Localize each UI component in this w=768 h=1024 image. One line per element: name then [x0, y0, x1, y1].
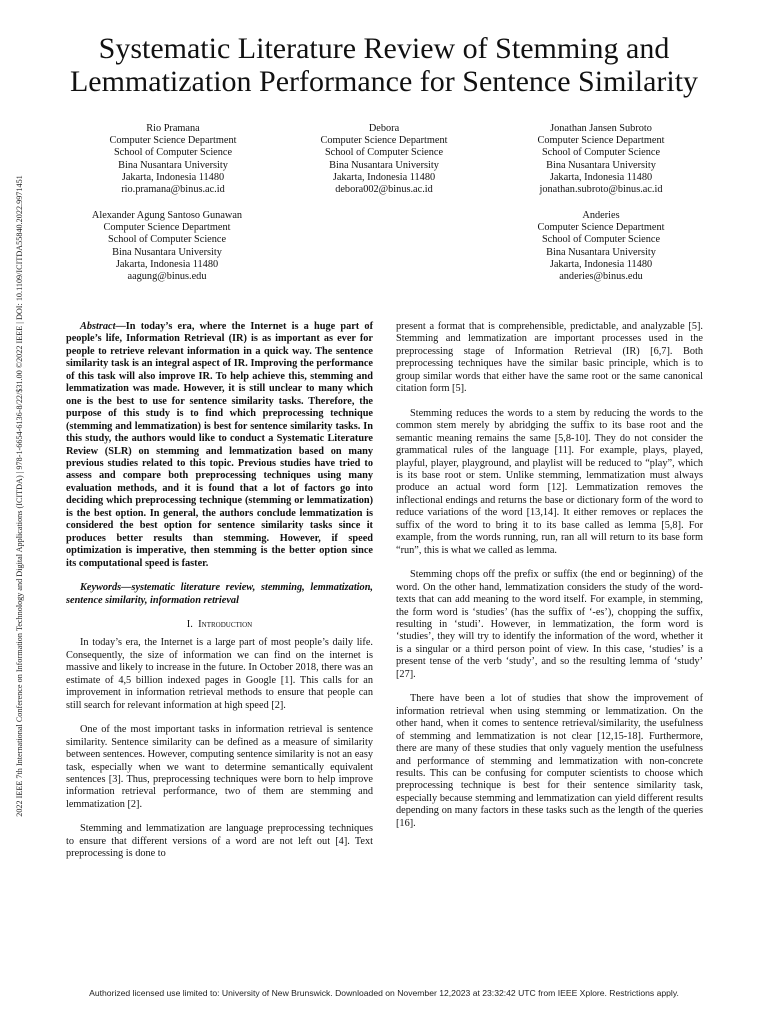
- side-note-text: 2022 IEEE 7th International Conference on Information Technology and Digital Applications (ICITDA) | 978-1-6654-6136-8/22/$31.00 ©2022 IEEE | DOI: 10.1109/ICITDA55840.2022.9971451: [15, 175, 24, 817]
- author-block-1: [58, 123, 288, 196]
- author-city: Jakarta, Indonesia 11480: [121, 171, 225, 183]
- author-school: School of Computer Science: [113, 147, 233, 159]
- section-number: I.: [186, 618, 193, 630]
- abstract-text: —In today’s era, where the Internet is a huge part of people’s life, Information Retrieval (IR) is as important as ever for people to retrieve relevant information in a quick way. The sentence similarity task is an integral aspect of IR. Improving the performance of this task will also improve IR. To help achieve this, stemming and lemmatization was made. However, it is still unclear to many which one is the best to use for sentence similarity tasks. Therefore, the purpose of this study is to find which preprocessing technique (stemming and lemmatization) is best for sentence similarity tasks. In this study, the authors would like to conduct a Systematic Literature Review (SLR) on stemming and lemmatization based on many previous studies related to this topic. Previous studies have tried to assess and compare both preprocessing techniques using many evaluation methods, and it is found that a lot of factors go into deciding which preprocessing technique (stemming or lemmatization) is the best option. In general, the authors conclude lemmatization is considered the best option for sentence similarity tasks since it produces better results than stemming. However, if speed optimization is imperative, then stemming is the better option since its computational speed is faster.: [66, 321, 373, 569]
- author-dept: Computer Science Department: [103, 222, 231, 234]
- left-column: [66, 321, 373, 861]
- author-univ: Bina Nusantara University: [118, 159, 228, 171]
- author-name: Jonathan Jansen Subroto: [550, 123, 652, 134]
- author-univ: Bina Nusantara University: [112, 246, 222, 258]
- paragraph: Stemming reduces the words to a stem by reducing the words to the common stem merely by abridging the suffix to its base root and the semantic meaning remains the same [5,8-10]. They do not consider the grammatical rules of the language [11]. For example, plays, played, playful, player, playground, and playlist will be reduced to “play”, which is its base root or stem. Unlike stemming, lemmatization must always produce an actual word form [12]. Lemmatization removes the inflectional endings and returns the base or dictionary form of the word to reduce variations of the word [13,14]. It either removes or replaces the suffix of the word to bring it to its base called as lemma [5,8]. For example, from the words running, run, ran all will return to its base form “run”, this is what we called as lemma.: [396, 407, 703, 556]
- right-column: [396, 321, 703, 830]
- author-dept: Computer Science Department: [320, 135, 448, 147]
- side-note: [7, 96, 29, 896]
- paper-title: [40, 32, 728, 98]
- author-email[interactable]: jonathan.subroto@binus.ac.id: [539, 184, 663, 196]
- author-email[interactable]: aagung@binus.edu: [127, 271, 207, 283]
- author-name: Alexander Agung Santoso Gunawan: [91, 210, 243, 221]
- author-city: Jakarta, Indonesia 11480: [549, 258, 653, 270]
- author-email[interactable]: rio.pramana@binus.ac.id: [121, 184, 225, 196]
- section-title: Introduction: [198, 618, 253, 630]
- paragraph: present a format that is comprehensible, predictable, and analyzable [5]. Stemming and lemmatization are important processes used in the preprocessing stage of Information Retrieval (IR) [6,7]. Both preprocessing techniques have the similar basic principle, which is to group similar words that either have the same root or the same canonical citation form [5].: [396, 321, 703, 395]
- author-city: Jakarta, Indonesia 11480: [549, 171, 653, 183]
- author-block-3: [486, 123, 716, 196]
- author-city: Jakarta, Indonesia 11480: [332, 171, 436, 183]
- author-block-4: [52, 210, 282, 283]
- author-name: Debora: [368, 123, 400, 134]
- paragraph: There have been a lot of studies that show the improvement of information retrieval when using stemming or lemmatization. On the other hand, when it comes to sentence retrieval/similarity, the usefulness of stemming and lemmatization is not clear [12,15-18]. Furthermore, there are many of these studies that only vaguely mention the usefulness and performance of stemming and lemmatization with non-concrete results. This can be confusing for computer scientists to choose which preprocessing technique is best for their sentence similarity task, especially because stemming and lemmatization can yield different results depending on many factors in these tasks such as the length of the queries [16].: [396, 693, 703, 829]
- license-footer: Authorized licensed use limited to: University of New Brunswick. Downloaded on November 12,2023 at 23:32:42 UTC from IEEE Xplore. Restrictions apply.: [89, 988, 679, 998]
- paragraph: In today’s era, the Internet is a large part of most people’s daily life. Consequently, the size of information we can find on the internet is massive and likely to increase in the future. In October 2018, there was an estimate of 4,5 billion indexed pages in Google [1]. This calls for an improvement in information retrieval methods to ensure that people can still search for relevant information at high speed [2].: [66, 637, 373, 711]
- keywords: Keywords—systematic literature review, stemming, lemmatization, sentence similarity, information retrieval: [66, 582, 373, 606]
- author-email[interactable]: debora002@binus.ac.id: [335, 184, 433, 196]
- author-univ: Bina Nusantara University: [329, 159, 439, 171]
- author-email[interactable]: anderies@binus.edu: [559, 271, 643, 283]
- author-univ: Bina Nusantara University: [546, 246, 656, 258]
- abstract: [66, 321, 373, 570]
- author-city: Jakarta, Indonesia 11480: [115, 258, 219, 270]
- author-school: School of Computer Science: [324, 147, 444, 159]
- paragraph: Stemming chops off the prefix or suffix (the end or beginning) of the word. On the other hand, lemmatization considers the study of the word-texts that can add meaning to the word itself. For example, in stemming, the form word is ‘studies’ (has the suffix of ‘-es’), chopping the suffix, resulting in ‘studi’. However, in lemmatization, the form word is ‘studies’, they will try to identify the information of the word, whether it is a singular or a third person point of view. In this case, ‘studies’ is a present tense of the verb ‘study’, and so the resulting lemma of ‘study’ [27].: [396, 569, 703, 680]
- abstract-label: Abstract: [80, 321, 116, 332]
- section-heading-introduction: [66, 619, 373, 631]
- author-name: Anderies: [582, 210, 620, 221]
- author-block-2: [269, 123, 499, 196]
- author-school: School of Computer Science: [541, 234, 661, 246]
- paragraph: Stemming and lemmatization are language preprocessing techniques to ensure that different versions of a word are not left out [4]. Text preprocessing is done to: [66, 823, 373, 860]
- author-dept: Computer Science Department: [537, 222, 665, 234]
- author-school: School of Computer Science: [107, 234, 227, 246]
- author-dept: Computer Science Department: [109, 135, 237, 147]
- paragraph: One of the most important tasks in information retrieval is sentence similarity. Sentence similarity can be defined as a measure of similarity between sentences. However, computing sentence similarity is not an easy task, especially when we want to determine semantically equivalent sentences [3]. Thus, preprocessing techniques were born to help improve information retrieval performance, two of them are stemming and lemmatization [2].: [66, 724, 373, 810]
- title-line-2: Lemmatization Performance for Sentence Similarity: [69, 65, 699, 98]
- title-line-1: Systematic Literature Review of Stemming and: [98, 32, 670, 65]
- author-dept: Computer Science Department: [537, 135, 665, 147]
- author-name: Rio Pramana: [146, 123, 200, 134]
- author-univ: Bina Nusantara University: [546, 159, 656, 171]
- author-block-5: [486, 210, 716, 283]
- author-school: School of Computer Science: [541, 147, 661, 159]
